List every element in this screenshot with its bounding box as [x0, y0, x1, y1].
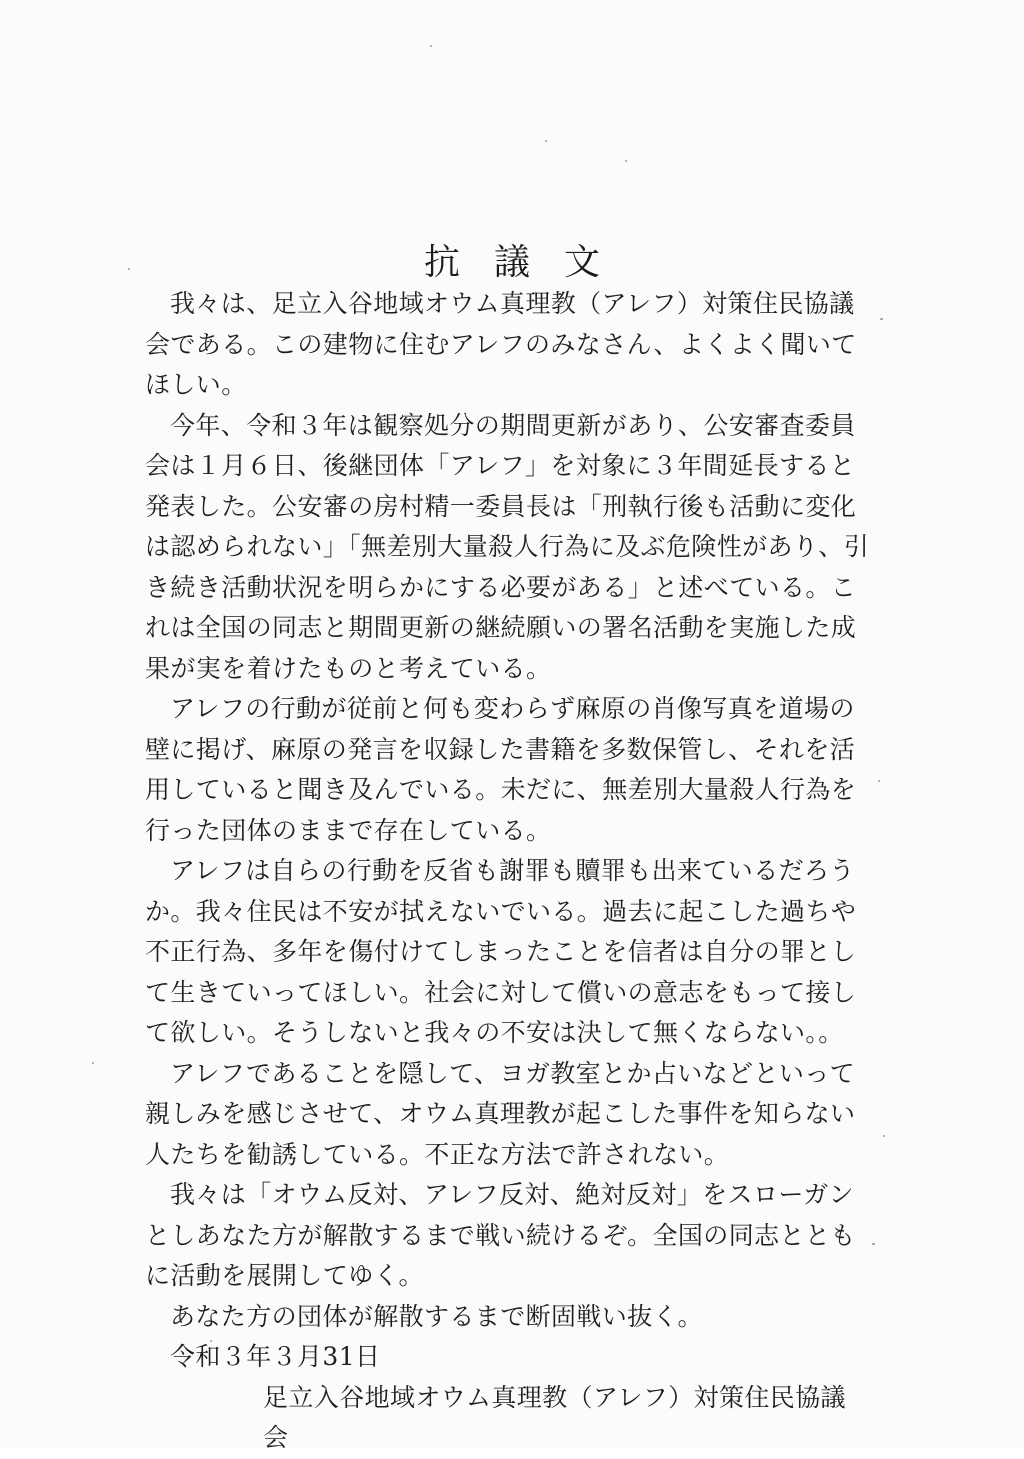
document-date: 令和３年３月31日: [170, 1342, 381, 1371]
scan-speck: [872, 1243, 875, 1245]
paragraph-slogan: 我々は「オウム反対、アレフ反対、絶対反対」をスローガンとしあなた方が解散するまで戦い続けるぞ。全国の同志とともに活動を展開してゆく。: [145, 1180, 856, 1290]
scan-speck: [625, 160, 627, 162]
paragraph-recruitment: アレフであることを隠して、ヨガ教室とか占いなどといって親しみを感じさせて、オウム真理教が起こした事件を知らない人たちを勧誘している。不正な方法で許されない。: [145, 1058, 856, 1169]
paragraph-resolve: あなた方の団体が解散するまで断固戦い抜く。: [170, 1301, 703, 1331]
paragraph-repentance: アレフは自らの行動を反省も謝罪も贖罪も出来ているだろうか。我々住民は不安が拭えないでいる。過去に起こした過ちや不正行為、多年を傷付けてしまったことを信者は自分の罪として生きていってほしい。社会に対して償いの意志をもって接して欲しい。そうしないと我々の不安は決して無くならない。。: [145, 856, 857, 1047]
scan-speck: [128, 268, 130, 270]
scan-speck: [878, 780, 880, 782]
scan-speck: [92, 1062, 94, 1064]
document-signature: 足立入谷地域オウム真理教（アレフ）対策住民協議会: [263, 1382, 846, 1452]
document-title: 抗議文: [423, 242, 634, 283]
paragraph-intro: 我々は、足立入谷地域オウム真理教（アレフ）対策住民協議会である。この建物に住むアレフのみなさん、よくよく聞いてほしい。: [145, 289, 857, 399]
scan-speck: [545, 140, 547, 142]
scan-speck: [430, 45, 432, 47]
paragraph-renewal: 今年、令和３年は観察処分の期間更新があり、公安審査委員会は１月６日、後継団体「アレフ」を対象に３年間延長すると発表した。公安審の房村精一委員長は「刑執行後も活動に変化は認められない」「無差別大量殺人行為に及ぶ危険性があり、引き続き活動状況を明らかにする必要がある」と述べている。これは全国の同志と期間更新の継続願いの署名活動を実施した成果が実を着けたものと考えている。: [145, 410, 870, 683]
scan-speck: [880, 318, 883, 320]
scan-speck: [210, 1340, 212, 1342]
paragraph-actions: アレフの行動が従前と何も変わらず麻原の肖像写真を道場の壁に掲げ、麻原の発言を収録した書籍を多数保管し、それを活用していると聞き及んでいる。未だに、無差別大量殺人行為を行った団体のままで存在している。: [145, 694, 857, 845]
document-body: [145, 284, 870, 1459]
scan-speck: [883, 1135, 885, 1137]
